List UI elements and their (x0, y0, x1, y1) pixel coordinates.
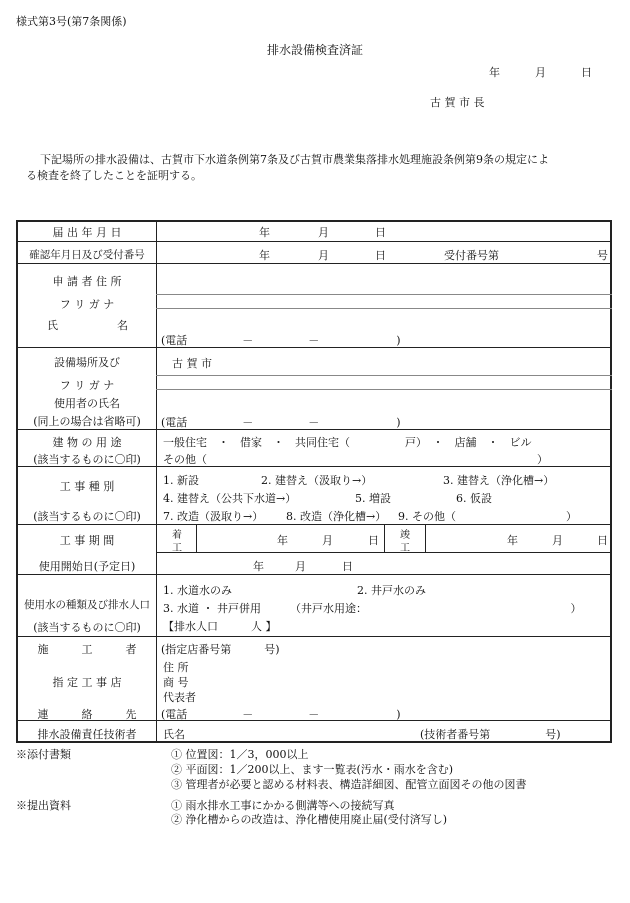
engineer-name-label: 氏名 (163, 728, 185, 741)
label-applicant-name-left: 氏 (47, 319, 58, 332)
label-responsible-engineer: 排水設備責任技術者 (37, 728, 137, 741)
construction-option-5: 5. 増設 (355, 492, 391, 505)
label-facility-user: 使用者の氏名 (54, 397, 120, 410)
label-contractor: 指 定 工 事 店 (52, 676, 122, 689)
period-divider (384, 524, 385, 552)
label-building-use: 建 物 の 用 途 (52, 436, 122, 449)
row-divider (16, 574, 612, 575)
contractor-address: 住 所 (163, 661, 189, 674)
start-char-top: 着 (172, 530, 182, 541)
receipt-number-prefix: 受付番号第 (444, 249, 499, 262)
submission-day-unit: 日 (375, 226, 386, 239)
contractor-representative: 代表者 (163, 691, 196, 704)
label-water-source-note: (該当するものに〇印) (33, 621, 141, 634)
construction-option-7: 7. 改造（汲取り→） (163, 510, 264, 523)
label-use-start-date: 使用開始日(予定日) (38, 560, 136, 573)
label-construction-type-note: (該当するものに〇印) (33, 510, 141, 523)
label-builder: 施 工 者 (37, 643, 137, 656)
construction-option-1: 1. 新設 (163, 474, 199, 487)
start-char-bottom: 工 (172, 543, 182, 554)
start-month-unit: 月 (322, 534, 333, 547)
period-divider (196, 524, 197, 552)
water-option-1: 1. 水道水のみ (163, 584, 232, 597)
start-day-unit: 日 (368, 534, 379, 547)
confirmation-day-unit: 日 (375, 249, 386, 262)
attachment-item-3: ③ 管理者が必要と認める材料表、構造詳細図、配管立面図その他の図書 (171, 778, 527, 791)
row-divider (16, 241, 612, 242)
engineer-number: (技術者番号第 号) (420, 728, 561, 741)
building-use-options: 一般住宅 ・ 借家 ・ 共同住宅（ 戸） ・ 店舗 ・ ビル (163, 436, 532, 449)
use-start-month-unit: 月 (295, 560, 306, 573)
submission-label: ※提出資料 (16, 799, 71, 812)
sub-line (156, 294, 612, 295)
receipt-number-suffix: 号 (597, 249, 608, 262)
contractor-trade-name: 商 号 (163, 676, 189, 689)
end-char-bottom: 工 (400, 543, 410, 554)
building-use-other: その他（ ） (163, 453, 548, 466)
row-divider (156, 552, 612, 553)
label-facility-note: (同上の場合は省略可) (33, 415, 141, 428)
label-contact: 連 絡 先 (37, 708, 137, 721)
sub-line (156, 389, 612, 390)
label-building-use-note: (該当するものに〇印) (33, 453, 141, 466)
end-char-top: 竣 (400, 530, 410, 541)
submission-item-2: ② 浄化槽からの改造は、浄化槽使用廃止届(受付済写し) (171, 813, 448, 826)
attachment-item-2: ② 平面図：1／200以上、ます一覧表(汚水・雨水を含む) (171, 763, 454, 776)
end-year-unit: 年 (507, 534, 518, 547)
submission-item-1: ① 雨水排水工事にかかる側溝等への接続写真 (171, 799, 395, 812)
issue-year-unit: 年 (489, 66, 500, 79)
facility-phone: (電話 － － ) (161, 416, 401, 429)
attachments-label: ※添付書類 (16, 748, 71, 761)
construction-option-9: 9. その他（ ） (398, 510, 577, 523)
end-day-unit: 日 (597, 534, 608, 547)
label-column-divider (156, 220, 157, 743)
contractor-phone: (電話 － － ) (161, 708, 401, 721)
applicant-phone: (電話 － － ) (161, 334, 401, 347)
well-water-use: （井戸水用途： ） (290, 602, 582, 615)
construction-option-6: 6. 仮設 (456, 492, 492, 505)
period-divider (425, 524, 426, 552)
facility-city: 古 賀 市 (172, 357, 212, 370)
sub-line (156, 375, 612, 376)
use-start-day-unit: 日 (342, 560, 353, 573)
intro-line-2: る検査を終了したことを証明する。 (26, 169, 202, 182)
document-title: 排水設備検査済証 (266, 43, 363, 57)
end-month-unit: 月 (552, 534, 563, 547)
issuer: 古 賀 市 長 (430, 96, 485, 109)
construction-option-2: 2. 建替え（汲取り→） (261, 474, 373, 487)
label-construction-period: 工 事 期 間 (59, 534, 115, 547)
water-option-2: 2. 井戸水のみ (357, 584, 426, 597)
construction-option-3: 3. 建替え（浄化槽→） (443, 474, 555, 487)
label-facility-place: 設備場所及び (54, 356, 120, 369)
form-number: 様式第3号(第7条関係) (16, 15, 127, 28)
row-divider (16, 263, 612, 264)
submission-year-unit: 年 (259, 226, 270, 239)
row-divider (16, 636, 612, 637)
label-submission-date: 届 出 年 月 日 (52, 226, 122, 239)
water-option-3: 3. 水道 ・ 井戸併用 (163, 602, 261, 615)
confirmation-month-unit: 月 (318, 249, 329, 262)
label-applicant-kana: フ リ ガ ナ (59, 298, 115, 311)
intro-line-1: 下記場所の排水設備は、古賀市下水道条例第7条及び古賀市農業集落排水処理施設条例第9条の規定によ (40, 153, 549, 166)
issue-day-unit: 日 (581, 66, 592, 79)
issue-month-unit: 月 (535, 66, 546, 79)
label-construction-type: 工 事 種 別 (59, 480, 115, 493)
label-water-source: 使用水の種類及び排水人口 (24, 599, 150, 611)
row-divider (16, 524, 612, 525)
confirmation-year-unit: 年 (259, 249, 270, 262)
sub-line (156, 308, 612, 309)
construction-option-8: 8. 改造（浄化槽→） (286, 510, 387, 523)
designated-shop-number: (指定店番号第 号) (161, 643, 280, 656)
label-applicant-address: 申 請 者 住 所 (52, 275, 122, 288)
start-year-unit: 年 (277, 534, 288, 547)
label-facility-kana: フ リ ガ ナ (59, 379, 115, 392)
label-confirmation-date: 確認年月日及び受付番号 (29, 249, 145, 261)
drainage-population: 【排水人口 人 】 (163, 620, 277, 633)
submission-month-unit: 月 (318, 226, 329, 239)
label-applicant-name-right: 名 (117, 319, 128, 332)
use-start-year-unit: 年 (253, 560, 264, 573)
construction-option-4: 4. 建替え（公共下水道→） (163, 492, 297, 505)
attachment-item-1: ① 位置図：1／3，000以上 (171, 748, 309, 761)
